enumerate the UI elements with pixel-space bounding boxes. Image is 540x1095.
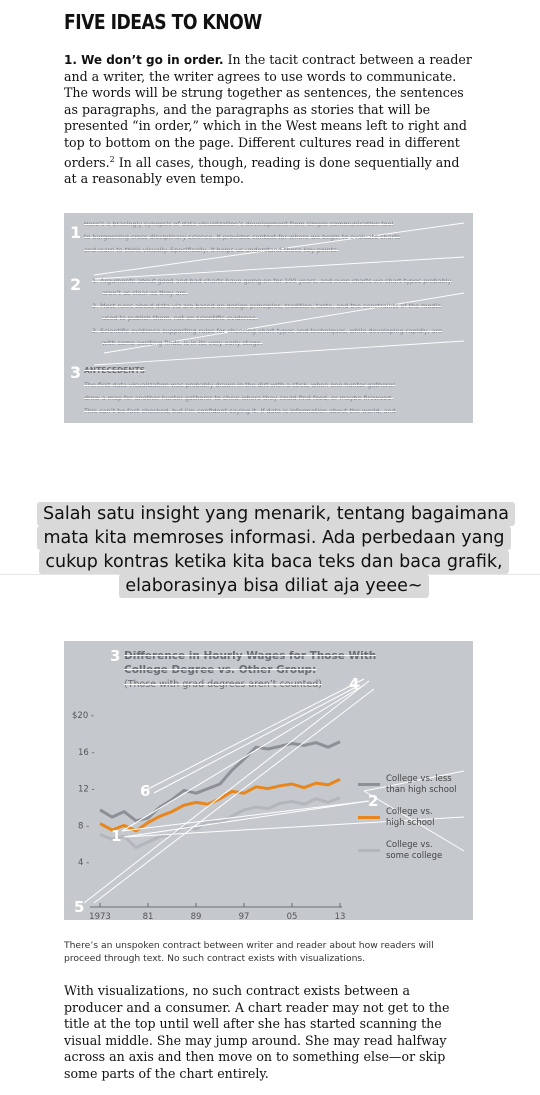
legend-line: some college [386, 850, 443, 861]
y-tick-label: 8 - [78, 821, 90, 832]
caption-line-4-wrap [37, 574, 511, 598]
chart-marker-6: 6 [140, 782, 151, 800]
figure-number-2: 2 [70, 275, 82, 294]
chart-title [124, 649, 376, 677]
x-tick-label: 05 [286, 912, 298, 920]
legend-swatch-less-hs [358, 783, 380, 786]
caption-line-2: mata kita memroses informasi. Ada perbedaan yang [37, 526, 510, 550]
x-tick-label: 97 [238, 912, 250, 920]
caption-line-4: elaborasinya bisa diliat aja yeee~ [119, 574, 428, 598]
caption-line-2-wrap [37, 526, 511, 550]
legend-line: high school [386, 817, 435, 828]
chart-marker-5: 5 [74, 898, 85, 916]
caption-line-1-wrap [37, 502, 511, 526]
chart-marker-2: 2 [368, 792, 379, 810]
figure-caption: There’s an unspoken contract between writer and reader about how readers will proceed through text. No such contract exists with visualizations. [64, 940, 434, 965]
y-tick-label: 16 - [78, 747, 95, 758]
chart-marker-1: 1 [111, 827, 122, 845]
caption-line-1: Salah satu insight yang menarik, tentang bagaimana [37, 502, 515, 526]
figure-text-line: 3. Scientific evidence supporting rules for choosing chart types and techniques, while developing rapidly, are [92, 327, 443, 335]
chart-subtitle: (Those with grad degrees aren’t counted) [124, 679, 322, 690]
body-paragraph-2: With visualizations, no such contract exists between a producer and a consumer. A chart reader may not get to the title at the top until well after she has started scanning the visual middle. She may jump around. She may read halfway across an axis and then move on to something else—or skip some parts of the chart entirely. [64, 983, 450, 1081]
x-tick-label: 89 [190, 912, 202, 920]
x-tick-label: 81 [142, 912, 154, 920]
legend-hs [386, 807, 435, 828]
x-tick-label: 1973 [89, 912, 111, 920]
chart-title-line-2: College Degree vs. Other Group: [124, 664, 317, 676]
x-tick-label: 13 [334, 912, 346, 920]
reading-path-arrow [144, 679, 364, 791]
figure-number-1: 1 [70, 223, 82, 242]
wage-chart-figure [64, 641, 473, 920]
body-paragraph-1 [64, 52, 472, 188]
chart-marker-3: 3 [110, 647, 121, 665]
figure-text-line: drew a map for another hunter-gatherer to show where they could find food, or maybe firewood. [84, 394, 394, 402]
legend-swatch-hs [358, 816, 380, 819]
paragraph-text-b: In all cases, though, reading is done sequentially and at a reasonably even tempo. [64, 154, 460, 187]
caption-line-3: cukup kontras ketika kita baca teks dan baca grafik, [39, 550, 508, 574]
chart-title-line-1: Difference in Hourly Wages for Those With [124, 650, 377, 662]
legend-line: than high school [386, 784, 457, 795]
legend-line: College vs. [386, 840, 433, 850]
figure-text-line: 2. Most rules about data viz are based on design principles, tradition, taste, and the constraints of the media [92, 302, 442, 310]
figure-text-line: The first data visualization was probably drawn in the dirt with a stick, when one hunter-gatherer [84, 381, 395, 389]
reading-path-arrow [154, 685, 360, 793]
section-heading: FIVE IDEAS TO KNOW [64, 10, 262, 34]
figure-number-3: 3 [70, 363, 82, 382]
figure-text-line: This can’t be fact-checked, but I’m confident saying it. If data is information about the world, and [84, 407, 396, 415]
footnote-marker[interactable]: 2 [109, 154, 115, 164]
chart-marker-4: 4 [349, 675, 360, 693]
legend-less-hs [386, 774, 457, 795]
caption-line-3-wrap [37, 550, 511, 574]
legend-swatch-some-college [358, 849, 380, 852]
figure-subheading: ANTECEDENTS [84, 366, 146, 375]
reading-path-arrow [84, 681, 369, 903]
legend-line: College vs. less [386, 774, 452, 784]
reading-order-figure [64, 213, 473, 423]
figure-text-line: aren’t as clear as they are. [102, 289, 188, 297]
figure-text-line: to burgeoning cross-disciplinary science. It provides context for where we begin to evaluate charts [84, 233, 401, 241]
reading-path-arrow [94, 689, 374, 903]
figure-text-line: with some exciting finds, is in its very early stage. [102, 339, 263, 347]
paragraph-lead: 1. We don’t go in order. [64, 53, 224, 67]
figure-text-line: used to publish them, not on scientific evidence. [102, 314, 258, 322]
figure-text-line: and learn to think visually. Specifically, it helps us understand these key points: [84, 246, 339, 254]
y-tick-label: 12 - [78, 784, 95, 795]
legend-line: College vs. [386, 807, 433, 817]
figure-text-line: 1. Arguments about good and bad charts have going on for 100 years, and even charts we chart types probably [92, 277, 452, 285]
paragraph-text-a: In the tacit contract between a reader and a writer, the writer agrees to use words to communicate. The words will be strung together as sentences, the sentences as paragraphs, and the paragraphs as stories that will be presented “in order,” which in the West means left to right and top to bottom on the page. Different cultures read in different orders. [64, 52, 472, 170]
legend-some-college [386, 840, 442, 861]
y-tick-label: $20 - [72, 711, 94, 721]
y-tick-label: 4 - [78, 858, 90, 869]
figure-text-line: Here’s a bracingly synopsis of data visualization’s development from simple communication tool [84, 220, 394, 228]
